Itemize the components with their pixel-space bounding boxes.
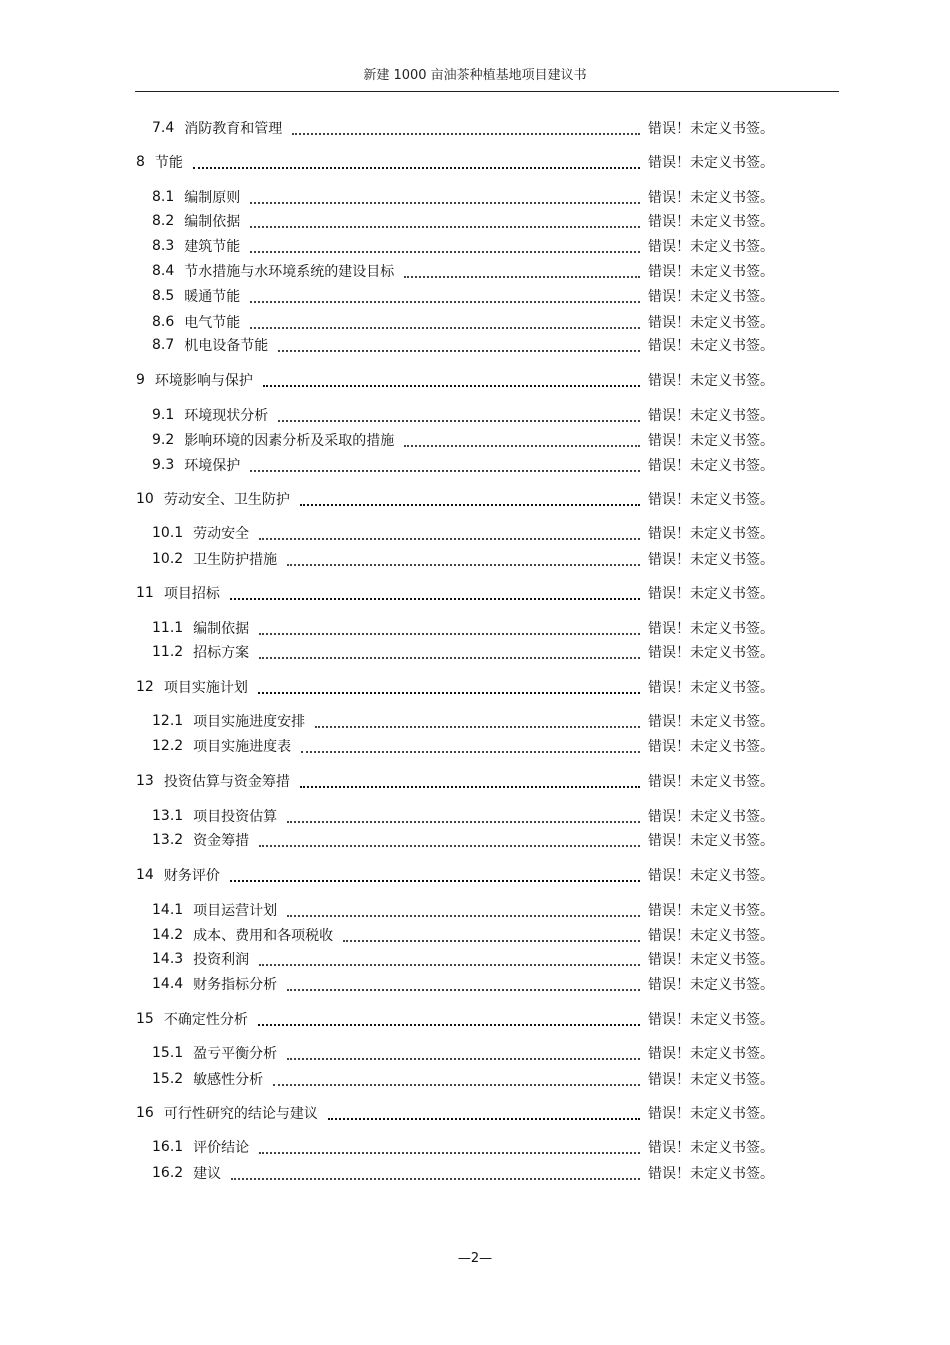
toc-dot-leader — [259, 537, 640, 540]
toc-entry[interactable] — [0, 617, 950, 639]
toc-entry[interactable] — [0, 210, 950, 232]
toc-entry-label — [0, 211, 240, 231]
toc-entry[interactable] — [0, 369, 950, 391]
toc-entry-title: 影响环境的因素分析及采取的措施 — [184, 433, 395, 449]
toc-dot-leader — [287, 988, 640, 991]
toc-entry-label — [0, 370, 253, 390]
toc-entry-title: 盈亏平衡分析 — [193, 1046, 278, 1062]
toc-dot-leader — [278, 419, 640, 422]
toc-entry-label — [0, 118, 282, 138]
toc-entry[interactable] — [0, 735, 950, 757]
toc-entry-number: 13 — [136, 773, 154, 789]
toc-entry-title: 环境影响与保护 — [154, 373, 253, 389]
toc-entry-title: 节水措施与水环境系统的建设目标 — [184, 264, 395, 280]
toc-entry-title: 建议 — [193, 1166, 222, 1182]
toc-entry-number: 9.1 — [152, 407, 175, 423]
toc-dot-leader — [287, 1057, 640, 1060]
toc-entry-label — [0, 523, 249, 543]
toc-entry-number: 16 — [136, 1105, 154, 1121]
toc-entry-page-ref: 错误！未定义书签。 — [648, 121, 774, 137]
toc-entry-label — [0, 489, 290, 509]
toc-entry-page-ref: 错误！未定义书签。 — [648, 1012, 774, 1028]
toc-entry-page-ref: 错误！未定义书签。 — [648, 1046, 774, 1062]
toc-entry[interactable] — [0, 186, 950, 208]
toc-entry-page-ref: 错误！未定义书签。 — [648, 408, 774, 424]
toc-entry-number: 14.4 — [152, 976, 184, 992]
toc-entry-title: 机电设备节能 — [184, 338, 269, 354]
toc-entry-page-ref: 错误！未定义书签。 — [648, 586, 774, 602]
toc-entry-label — [0, 771, 290, 791]
toc-dot-leader — [287, 914, 640, 917]
toc-entry-number: 14.3 — [152, 951, 184, 967]
toc-entry-page-ref: 错误！未定义书签。 — [648, 1072, 774, 1088]
toc-entry-page-ref: 错误！未定义书签。 — [648, 774, 774, 790]
toc-dot-leader — [300, 785, 640, 788]
toc-entry-label — [0, 152, 183, 172]
toc-entry-number: 9 — [136, 372, 145, 388]
toc-entry-page-ref: 错误！未定义书签。 — [648, 1166, 774, 1182]
toc-entry[interactable] — [0, 429, 950, 451]
toc-entry-title: 不确定性分析 — [163, 1012, 248, 1028]
toc-dot-leader — [259, 963, 640, 966]
toc-dot-leader — [328, 1117, 640, 1120]
toc-entry[interactable] — [0, 1102, 950, 1124]
toc-entry-number: 8.4 — [152, 263, 175, 279]
toc-entry-label — [0, 430, 394, 450]
toc-entry-number: 9.2 — [152, 432, 175, 448]
toc-dot-leader — [259, 844, 640, 847]
toc-dot-leader — [300, 503, 640, 506]
toc-entry-page-ref: 错误！未定义书签。 — [648, 552, 774, 568]
toc-entry-page-ref: 错误！未定义书签。 — [648, 621, 774, 637]
toc-entry-page-ref: 错误！未定义书签。 — [648, 239, 774, 255]
toc-dot-leader — [258, 1023, 640, 1026]
toc-entry-label — [0, 677, 248, 697]
toc-entry-number: 15 — [136, 1011, 154, 1027]
toc-entry[interactable] — [0, 235, 950, 257]
toc-entry-title: 敏感性分析 — [193, 1072, 264, 1088]
toc-entry-label — [0, 711, 305, 731]
toc-entry-label — [0, 1009, 248, 1029]
toc-entry-page-ref: 错误！未定义书签。 — [648, 977, 774, 993]
toc-entry-number: 16.2 — [152, 1165, 184, 1181]
toc-entry-title: 项目实施进度表 — [193, 739, 292, 755]
toc-entry[interactable] — [0, 548, 950, 570]
toc-entry-title: 项目招标 — [163, 586, 220, 602]
toc-dot-leader — [301, 750, 640, 753]
toc-dot-leader — [231, 1177, 640, 1180]
toc-entry[interactable] — [0, 899, 950, 921]
toc-entry-title: 财务指标分析 — [193, 977, 278, 993]
toc-entry[interactable] — [0, 151, 950, 173]
toc-entry-number: 12 — [136, 679, 154, 695]
toc-entry[interactable] — [0, 260, 950, 282]
toc-entry-page-ref: 错误！未定义书签。 — [648, 868, 774, 884]
toc-dot-leader — [278, 349, 640, 352]
toc-entry[interactable] — [0, 117, 950, 139]
toc-entry-page-ref: 错误！未定义书签。 — [648, 1106, 774, 1122]
toc-entry-number: 8.5 — [152, 288, 175, 304]
toc-entry-label — [0, 1163, 221, 1183]
toc-entry[interactable] — [0, 829, 950, 851]
toc-dot-leader — [230, 879, 640, 882]
toc-entry-page-ref: 错误！未定义书签。 — [648, 739, 774, 755]
toc-dot-leader — [250, 326, 640, 329]
toc-entry-number: 14.1 — [152, 902, 184, 918]
toc-entry-label — [0, 736, 291, 756]
toc-entry-label — [0, 405, 268, 425]
toc-entry-title: 暖通节能 — [184, 289, 241, 305]
toc-entry-label — [0, 261, 394, 281]
toc-entry-title: 招标方案 — [193, 645, 250, 661]
toc-entry-title: 评价结论 — [193, 1140, 250, 1156]
toc-dot-leader — [287, 563, 640, 566]
toc-dot-leader — [315, 725, 640, 728]
toc-entry-label — [0, 455, 240, 475]
toc-entry-page-ref: 错误！未定义书签。 — [648, 155, 774, 171]
toc-dot-leader — [259, 1151, 640, 1154]
toc-entry-page-ref: 错误！未定义书签。 — [648, 928, 774, 944]
toc-entry-label — [0, 900, 277, 920]
toc-entry[interactable] — [0, 404, 950, 426]
toc-entry-title: 资金筹措 — [193, 833, 250, 849]
toc-entry-label — [0, 925, 333, 945]
toc-entry-label — [0, 642, 249, 662]
toc-dot-leader — [404, 444, 640, 447]
toc-entry-title: 劳动安全 — [193, 526, 250, 542]
toc-entry-title: 消防教育和管理 — [184, 121, 283, 137]
toc-entry-number: 13.1 — [152, 808, 184, 824]
toc-entry-number: 10.1 — [152, 525, 184, 541]
toc-dot-leader — [343, 939, 640, 942]
toc-entry-number: 8.1 — [152, 189, 175, 205]
toc-entry-title: 卫生防护措施 — [193, 552, 278, 568]
toc-dot-leader — [258, 691, 640, 694]
toc-entry-page-ref: 错误！未定义书签。 — [648, 714, 774, 730]
toc-entry-label — [0, 949, 249, 969]
toc-entry-number: 11.1 — [152, 620, 184, 636]
toc-entry-label — [0, 187, 240, 207]
toc-dot-leader — [287, 820, 640, 823]
toc-entry-label — [0, 335, 268, 355]
toc-dot-leader — [230, 597, 640, 600]
toc-entry-page-ref: 错误！未定义书签。 — [648, 315, 774, 331]
toc-entry[interactable] — [0, 973, 950, 995]
toc-entry[interactable] — [0, 1042, 950, 1064]
toc-entry[interactable] — [0, 454, 950, 476]
toc-entry-page-ref: 错误！未定义书签。 — [648, 833, 774, 849]
toc-entry-title: 建筑节能 — [184, 239, 241, 255]
toc-entry[interactable] — [0, 948, 950, 970]
toc-entry-number: 10 — [136, 491, 154, 507]
toc-entry-number: 11 — [136, 585, 154, 601]
toc-entry[interactable] — [0, 1136, 950, 1158]
toc-entry-number: 8.6 — [152, 314, 175, 330]
toc-entry-page-ref: 错误！未定义书签。 — [648, 645, 774, 661]
toc-entry-label — [0, 583, 220, 603]
toc-entry-label — [0, 865, 220, 885]
toc-entry-number: 8 — [136, 154, 145, 170]
toc-entry-title: 项目实施进度安排 — [193, 714, 306, 730]
toc-dot-leader — [292, 132, 640, 135]
toc-entry[interactable] — [0, 1068, 950, 1090]
toc-entry-label — [0, 1137, 249, 1157]
toc-entry-title: 环境现状分析 — [184, 408, 269, 424]
toc-entry-page-ref: 错误！未定义书签。 — [648, 264, 774, 280]
toc-entry-label — [0, 312, 240, 332]
toc-entry-number: 9.3 — [152, 457, 175, 473]
page-number: —2— — [457, 1251, 493, 1266]
toc-entry-title: 编制依据 — [193, 621, 250, 637]
toc-entry-number: 15.1 — [152, 1045, 184, 1061]
toc-entry-label — [0, 1103, 318, 1123]
toc-entry[interactable] — [0, 334, 950, 356]
toc-entry[interactable] — [0, 522, 950, 544]
toc-entry-number: 12.1 — [152, 713, 184, 729]
toc-entry[interactable] — [0, 641, 950, 663]
toc-entry[interactable] — [0, 676, 950, 698]
toc-entry-number: 15.2 — [152, 1071, 184, 1087]
toc-dot-leader — [250, 225, 640, 228]
toc-dot-leader — [250, 201, 640, 204]
toc-entry-number: 13.2 — [152, 832, 184, 848]
toc-entry[interactable] — [0, 1008, 950, 1030]
toc-entry[interactable] — [0, 770, 950, 792]
toc-dot-leader — [250, 300, 640, 303]
toc-dot-leader — [259, 656, 640, 659]
toc-entry-label — [0, 830, 249, 850]
toc-dot-leader — [259, 632, 640, 635]
toc-dot-leader — [250, 469, 640, 472]
toc-entry-title: 投资利润 — [193, 952, 250, 968]
toc-entry[interactable] — [0, 924, 950, 946]
toc-entry-number: 11.2 — [152, 644, 184, 660]
toc-dot-leader — [263, 384, 640, 387]
toc-entry-title: 成本、费用和各项税收 — [193, 928, 334, 944]
toc-dot-leader — [250, 250, 640, 253]
toc-entry-page-ref: 错误！未定义书签。 — [648, 903, 774, 919]
toc-entry[interactable] — [0, 710, 950, 732]
toc-entry-label — [0, 974, 277, 994]
toc-entry-number: 16.1 — [152, 1139, 184, 1155]
toc-entry-page-ref: 错误！未定义书签。 — [648, 190, 774, 206]
toc-entry-title: 电气节能 — [184, 315, 241, 331]
toc-entry-number: 14.2 — [152, 927, 184, 943]
page-header: 新建 1000 亩油茶种植基地项目建议书 — [363, 68, 587, 83]
toc-entry-number: 8.7 — [152, 337, 175, 353]
toc-entry[interactable] — [0, 285, 950, 307]
toc-entry-label — [0, 286, 240, 306]
toc-entry-page-ref: 错误！未定义书签。 — [648, 433, 774, 449]
toc-entry-page-ref: 错误！未定义书签。 — [648, 1140, 774, 1156]
toc-entry-page-ref: 错误！未定义书签。 — [648, 373, 774, 389]
toc-entry-title: 编制依据 — [184, 214, 241, 230]
toc-entry-title: 编制原则 — [184, 190, 241, 206]
toc-dot-leader — [193, 166, 640, 169]
toc-entry-page-ref: 错误！未定义书签。 — [648, 458, 774, 474]
toc-entry-number: 8.3 — [152, 238, 175, 254]
toc-entry-page-ref: 错误！未定义书签。 — [648, 289, 774, 305]
toc-entry-label — [0, 236, 240, 256]
toc-entry-label — [0, 618, 249, 638]
toc-entry-title: 项目运营计划 — [193, 903, 278, 919]
toc-entry-number: 7.4 — [152, 120, 175, 136]
toc-dot-leader — [404, 275, 640, 278]
toc-entry-page-ref: 错误！未定义书签。 — [648, 526, 774, 542]
toc-entry-page-ref: 错误！未定义书签。 — [648, 492, 774, 508]
toc-entry-title: 劳动安全、卫生防护 — [163, 492, 290, 508]
toc-entry-title: 节能 — [154, 155, 183, 171]
toc-entry-number: 10.2 — [152, 551, 184, 567]
toc-entry-label — [0, 806, 277, 826]
toc-entry-page-ref: 错误！未定义书签。 — [648, 214, 774, 230]
toc-entry-label — [0, 1043, 277, 1063]
toc-entry-title: 项目实施计划 — [163, 680, 248, 696]
toc-entry-page-ref: 错误！未定义书签。 — [648, 680, 774, 696]
toc-entry-title: 投资估算与资金筹措 — [163, 774, 290, 790]
toc-entry[interactable] — [0, 311, 950, 333]
toc-dot-leader — [273, 1083, 640, 1086]
toc-entry-title: 财务评价 — [163, 868, 220, 884]
toc-entry-number: 12.2 — [152, 738, 184, 754]
toc-entry[interactable] — [0, 582, 950, 604]
toc-entry-title: 项目投资估算 — [193, 809, 278, 825]
toc-entry-number: 14 — [136, 867, 154, 883]
toc-entry-page-ref: 错误！未定义书签。 — [648, 809, 774, 825]
toc-entry-page-ref: 错误！未定义书签。 — [648, 952, 774, 968]
toc-entry-title: 可行性研究的结论与建议 — [163, 1106, 318, 1122]
toc-entry-page-ref: 错误！未定义书签。 — [648, 338, 774, 354]
toc-entry[interactable] — [0, 1162, 950, 1184]
toc-entry[interactable] — [0, 805, 950, 827]
toc-entry[interactable] — [0, 864, 950, 886]
toc-entry[interactable] — [0, 488, 950, 510]
toc-entry-number: 8.2 — [152, 213, 175, 229]
toc-entry-title: 环境保护 — [184, 458, 241, 474]
toc-entry-label — [0, 549, 277, 569]
toc-entry-label — [0, 1069, 263, 1089]
